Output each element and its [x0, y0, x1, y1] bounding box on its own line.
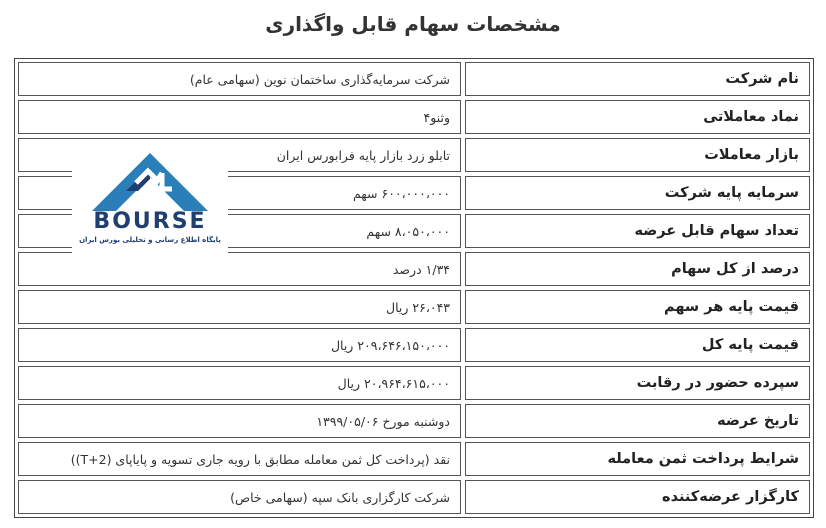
offered-shares-value: ۸،۰۵۰،۰۰۰ سهم — [18, 214, 461, 248]
market-label: بازار معاملات — [465, 138, 810, 172]
base-capital-value: ۶۰۰،۰۰۰،۰۰۰ سهم — [18, 176, 461, 210]
percent-value: ۱/۳۴ درصد — [18, 252, 461, 286]
offer-date-label: تاریخ عرضه — [465, 404, 810, 438]
offer-date-value: دوشنبه مورخ ۱۳۹۹/۰۵/۰۶ — [18, 404, 461, 438]
total-price-value: ۲۰۹،۶۴۶،۱۵۰،۰۰۰ ریال — [18, 328, 461, 362]
deposit-label: سپرده حضور در رقابت — [465, 366, 810, 400]
broker-value: شرکت کارگزاری بانک سپه (سهامی خاص) — [18, 480, 461, 514]
company-name-label: نام شرکت — [465, 62, 810, 96]
ticker-label: نماد معاملاتی — [465, 100, 810, 134]
company-name-value: شرکت سرمایه‌گذاری ساختمان نوین (سهامی عام) — [18, 62, 461, 96]
offered-shares-label: تعداد سهام قابل عرضه — [465, 214, 810, 248]
broker-label: کارگزار عرضه‌کننده — [465, 480, 810, 514]
logo-wordmark: BOURSE — [93, 209, 207, 234]
table-row — [18, 290, 810, 324]
table-row — [18, 480, 810, 514]
payment-terms-value: نقد (پرداخت کل ثمن معامله مطابق با رویه جاری تسویه و پایاپای (T+2)) — [18, 442, 461, 476]
price-per-share-value: ۲۶،۰۴۳ ریال — [18, 290, 461, 324]
table-row — [18, 100, 810, 134]
bourse-logo — [72, 143, 228, 259]
total-price-label: قیمت پایه کل — [465, 328, 810, 362]
payment-terms-label: شرایط پرداخت ثمن معامله — [465, 442, 810, 476]
page-title: مشخصات سهام قابل واگذاری — [265, 12, 561, 36]
deposit-value: ۲۰،۹۶۴،۶۱۵،۰۰۰ ریال — [18, 366, 461, 400]
base-capital-label: سرمایه پایه شرکت — [465, 176, 810, 210]
percent-label: درصد از کل سهام — [465, 252, 810, 286]
mountain-24-logo-icon — [86, 149, 214, 213]
table-row — [18, 366, 810, 400]
table-row — [18, 62, 810, 96]
logo-tagline: پایگاه اطلاع رسانی و تحلیلی بورس ایران — [79, 236, 221, 244]
table-row — [18, 328, 810, 362]
market-value: تابلو زرد بازار پایه فرابورس ایران — [18, 138, 461, 172]
price-per-share-label: قیمت پایه هر سهم — [465, 290, 810, 324]
share-specs-table — [14, 58, 814, 518]
ticker-value: وثنو۴ — [18, 100, 461, 134]
table-row — [18, 442, 810, 476]
table-row — [18, 404, 810, 438]
